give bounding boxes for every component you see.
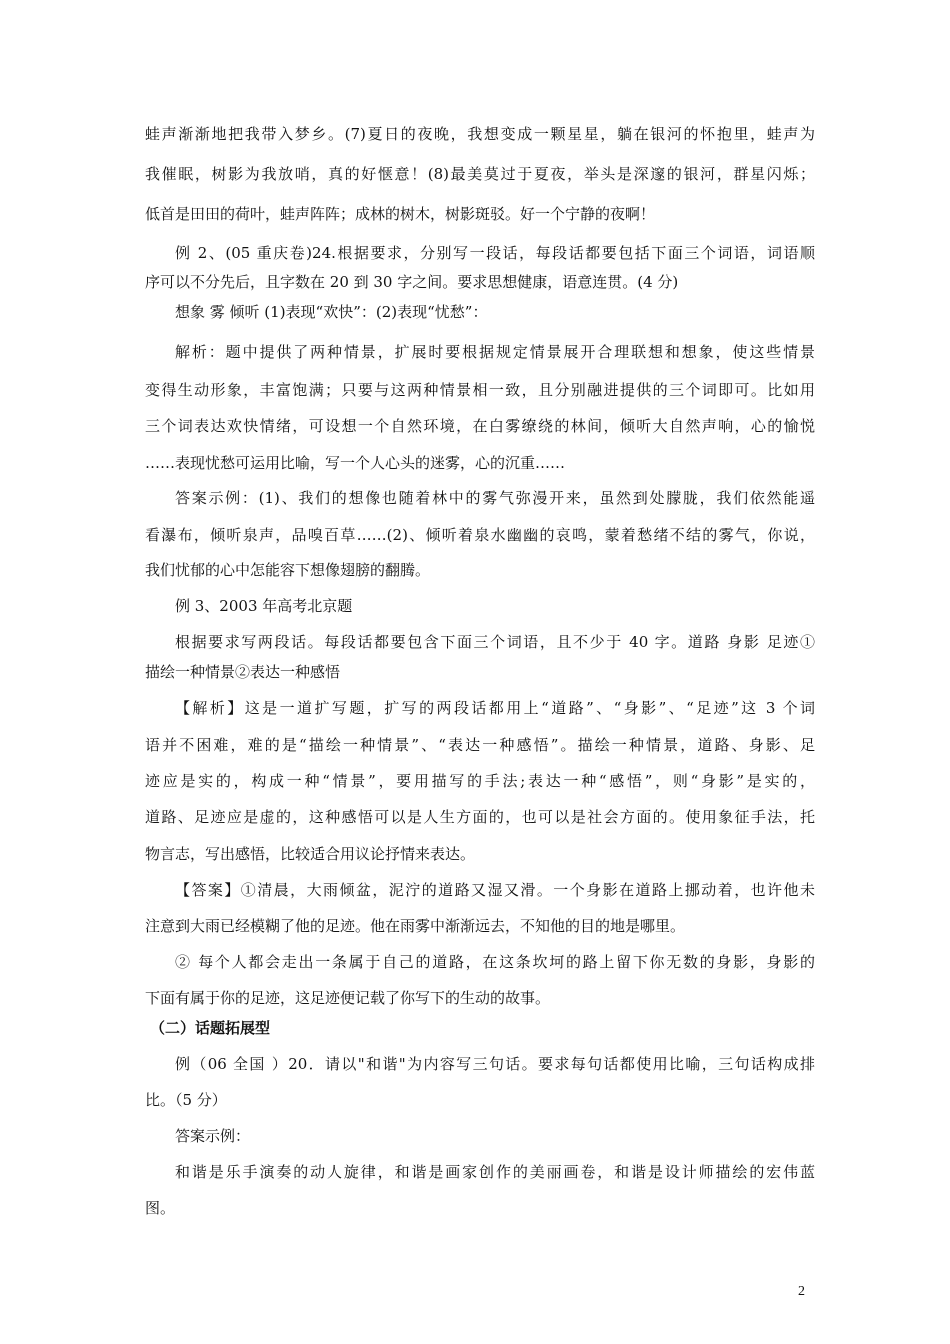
- text-line: 三个词表达欢快情绪，可设想一个自然环境，在白雾缭绕的林间，倾听大自然声响，心的愉悦: [145, 417, 815, 435]
- text-line: 道路、足迹应是虚的，这种感悟可以是人生方面的，也可以是社会方面的。使用象征手法，托: [145, 808, 815, 826]
- text-line: 迹应是实的，构成一种“情景”，要用描写的手法;表达一种“感悟”，则“身影”是实的，: [145, 772, 815, 790]
- text-line: 和谐是乐手演奏的动人旋律，和谐是画家创作的美丽画卷，和谐是设计师描绘的宏伟蓝: [175, 1163, 815, 1181]
- text-line: 序可以不分先后，且字数在 20 到 30 字之间。要求思想健康，语意连贯。(4 分): [145, 273, 679, 291]
- text-line: 低首是田田的荷叶，蛙声阵阵；成林的树木，树影斑驳。好一个宁静的夜啊！: [145, 205, 656, 223]
- text-line: ……表现忧愁可运用比喻，写一个人心头的迷雾，心的沉重……: [145, 454, 566, 472]
- text-line: 例 3、2003 年高考北京题: [175, 597, 353, 615]
- text-line: 【答案】①清晨，大雨倾盆，泥泞的道路又湿又滑。一个身影在道路上挪动着，也许他未: [175, 881, 815, 899]
- text-line: 比。（5 分）: [145, 1091, 227, 1109]
- page-number: 2: [798, 1284, 805, 1299]
- text-line: 根据要求写两段话。每段话都要包含下面三个词语，且不少于 40 字。道路 身影 足迹①: [175, 633, 815, 651]
- text-line: 变得生动形象，丰富饱满；只要与这两种情景相一致，且分别融进提供的三个词即可。比如用: [145, 381, 815, 399]
- text-line: 例 2、(05 重庆卷)24.根据要求，分别写一段话，每段话都要包括下面三个词语，词语顺: [175, 244, 815, 262]
- text-line: 看瀑布，倾听泉声，品嗅百草……(2)、倾听着泉水幽幽的哀鸣，蒙着愁绪不结的雾气，你说，: [145, 526, 815, 544]
- text-line: 描绘一种情景②表达一种感悟: [145, 663, 341, 681]
- text-line: 例（06 全国 ）20．请以"和谐"为内容写三句话。要求每句话都使用比喻，三句话构成排: [175, 1055, 815, 1073]
- text-line: 【解析】这是一道扩写题，扩写的两段话都用上“道路”、“身影”、“足迹”这 3 个词: [175, 699, 815, 717]
- section-heading: （二）话题拓展型: [150, 1019, 271, 1037]
- text-line: 蛙声渐渐地把我带入梦乡。(7)夏日的夜晚，我想变成一颗星星，躺在银河的怀抱里，蛙声为: [145, 125, 815, 143]
- text-line: 答案示例：: [175, 1127, 251, 1145]
- text-line: 下面有属于你的足迹，这足迹便记载了你写下的生动的故事。: [145, 989, 551, 1007]
- text-line: 答案示例：(1)、我们的想像也随着林中的雾气弥漫开来，虽然到处朦胧，我们依然能遥: [175, 489, 815, 507]
- text-line: 语并不困难，难的是“描绘一种情景”、“表达一种感悟”。描绘一种情景，道路、身影、足: [145, 736, 815, 754]
- text-line: 注意到大雨已经模糊了他的足迹。他在雨雾中渐渐远去，不知他的目的地是哪里。: [145, 917, 686, 935]
- text-line: 解析：题中提供了两种情景，扩展时要根据规定情景展开合理联想和想象，使这些情景: [175, 343, 815, 361]
- text-line: 想象 雾 倾听 (1)表现“欢快”：(2)表现“忧愁”：: [175, 303, 488, 321]
- text-line: 物言志，写出感悟，比较适合用议论抒情来表达。: [145, 845, 476, 863]
- text-line: 我催眠，树影为我放哨，真的好惬意！(8)最美莫过于夏夜，举头是深邃的银河，群星闪烁；: [145, 165, 815, 183]
- text-line: 图。: [145, 1199, 176, 1217]
- text-line: ② 每个人都会走出一条属于自己的道路，在这条坎坷的路上留下你无数的身影，身影的: [175, 953, 815, 971]
- text-line: 我们忧郁的心中怎能容下想像翅膀的翻腾。: [145, 561, 431, 579]
